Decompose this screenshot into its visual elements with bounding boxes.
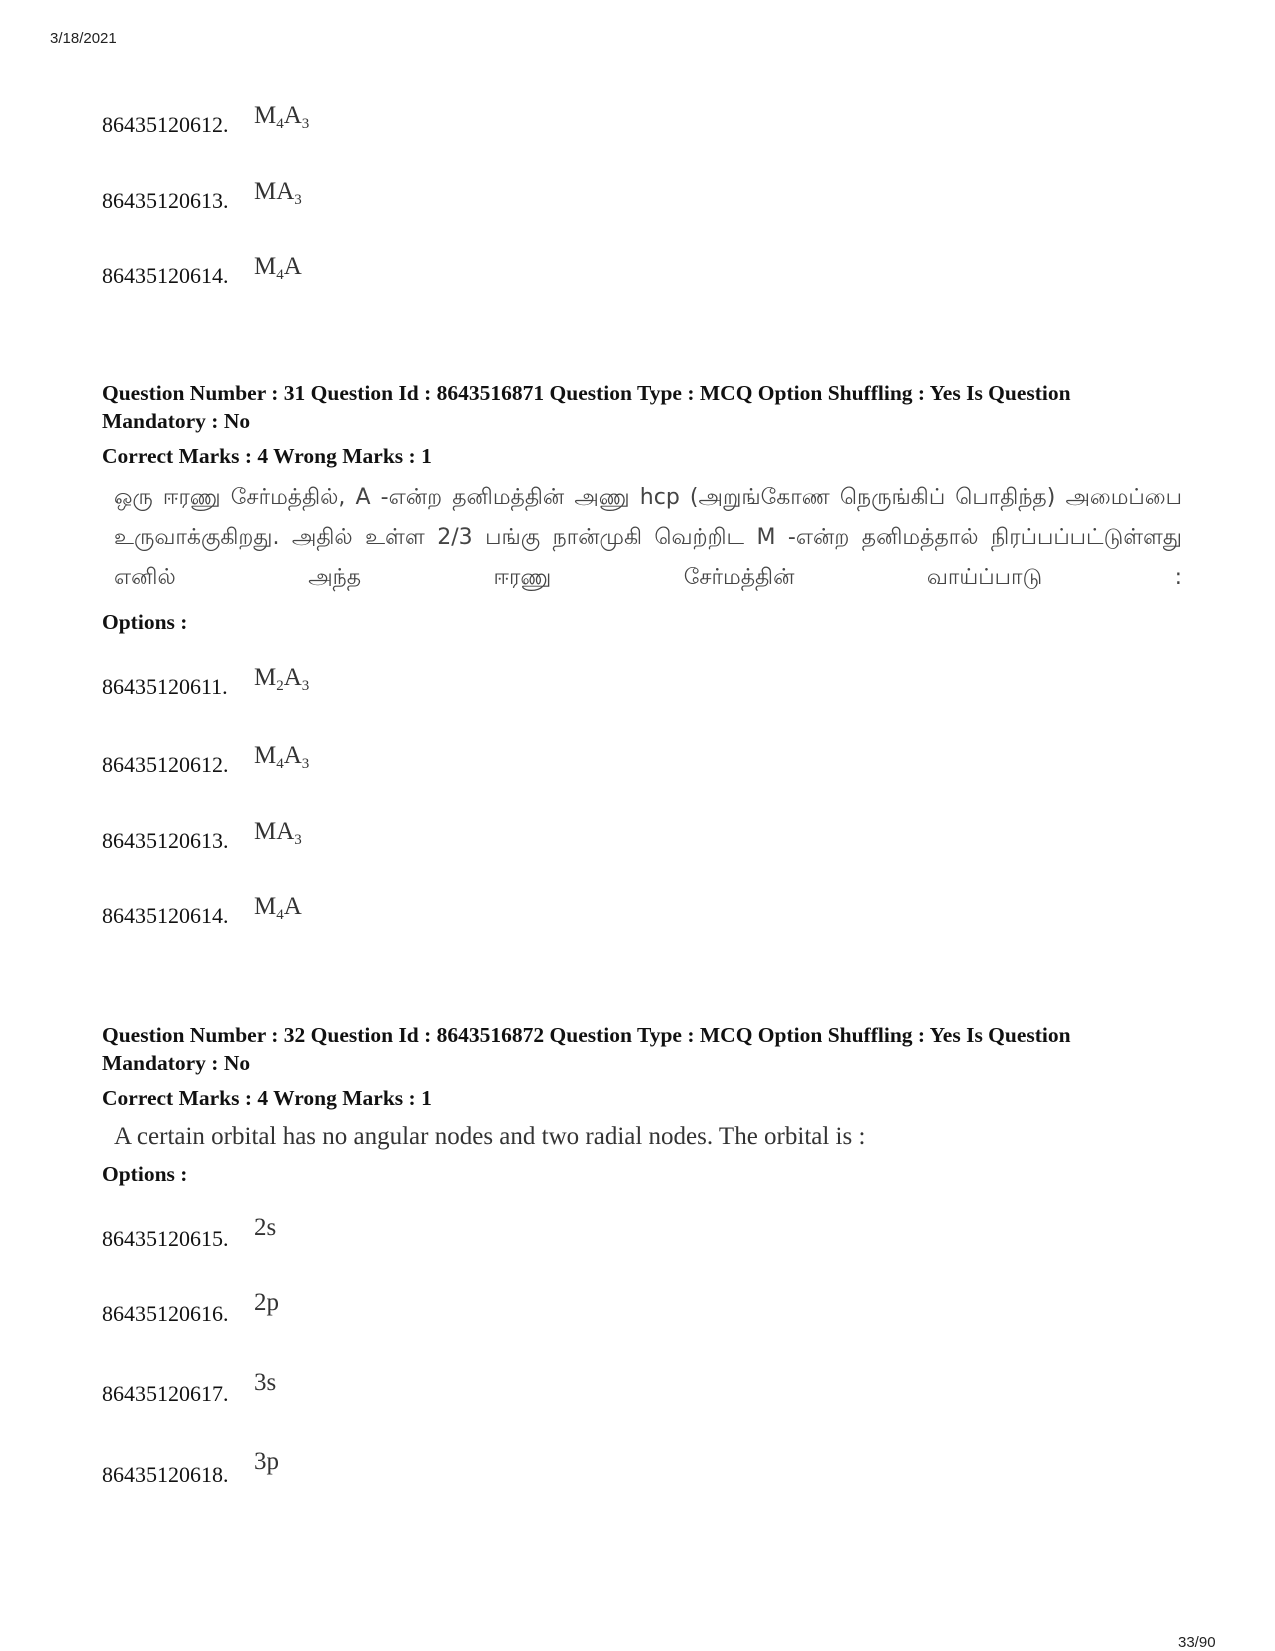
option-id: 86435120617. xyxy=(102,1381,229,1406)
option-formula: $MA_3$ xyxy=(254,818,302,848)
option-id: 86435120616. xyxy=(102,1301,229,1326)
options-label: Options : xyxy=(102,610,188,634)
options-label: Options : xyxy=(102,1162,188,1186)
question-text: A certain orbital has no angular nodes and two radial nodes. The orbital is : xyxy=(114,1123,866,1150)
option-value: 2s xyxy=(254,1214,277,1241)
page-date: 3/18/2021 xyxy=(50,30,117,47)
question-header: Question Number : 32 Question Id : 8643516872 Question Type : MCQ Option Shuffling : Yes Is Question Mandatory : No xyxy=(102,1023,1071,1075)
option-formula: $M_2A_3$ xyxy=(254,664,310,694)
option-id: 86435120618. xyxy=(102,1462,229,1487)
option-formula: $M_4A$ xyxy=(254,253,302,283)
option-value: 3p xyxy=(254,1448,279,1475)
option-id: 86435120612. xyxy=(102,752,229,777)
option-formula: $M_4A_3$ xyxy=(254,742,310,772)
question-marks: Correct Marks : 4 Wrong Marks : 1 xyxy=(102,1086,432,1110)
option-value: 2p xyxy=(254,1289,279,1316)
option-formula: $MA_3$ xyxy=(254,178,302,208)
option-id: 86435120612. xyxy=(102,112,229,137)
option-id: 86435120613. xyxy=(102,188,229,213)
option-formula: $M_4A_3$ xyxy=(254,102,310,132)
option-value: 3s xyxy=(254,1369,277,1396)
question-text: ஒரு ஈரணு சேர்மத்தில், A -என்ற தனிமத்தின் அணு hcp (அறுங்கோண நெருங்கிப் பொதிந்த) அமைப்பை உருவாக்குகிறது. அதில் உள்ள 2/3 பங்கு நான்முகி வெற்றிட M -என்ற தனிமத்தால் நிரப்பப்பட்டுள்ளது எனில் அந்த ஈரணு சேர்மத்தின் வாய்ப்பாடு : xyxy=(114,485,1182,590)
question-marks: Correct Marks : 4 Wrong Marks : 1 xyxy=(102,444,432,468)
option-id: 86435120614. xyxy=(102,903,229,928)
question-header: Question Number : 31 Question Id : 8643516871 Question Type : MCQ Option Shuffling : Yes Is Question Mandatory : No xyxy=(102,381,1071,433)
option-id: 86435120615. xyxy=(102,1226,229,1251)
option-formula: $M_4A$ xyxy=(254,893,302,923)
page-number: 33/90 xyxy=(1178,1634,1216,1651)
option-id: 86435120611. xyxy=(102,674,228,699)
option-id: 86435120613. xyxy=(102,828,229,853)
option-id: 86435120614. xyxy=(102,263,229,288)
